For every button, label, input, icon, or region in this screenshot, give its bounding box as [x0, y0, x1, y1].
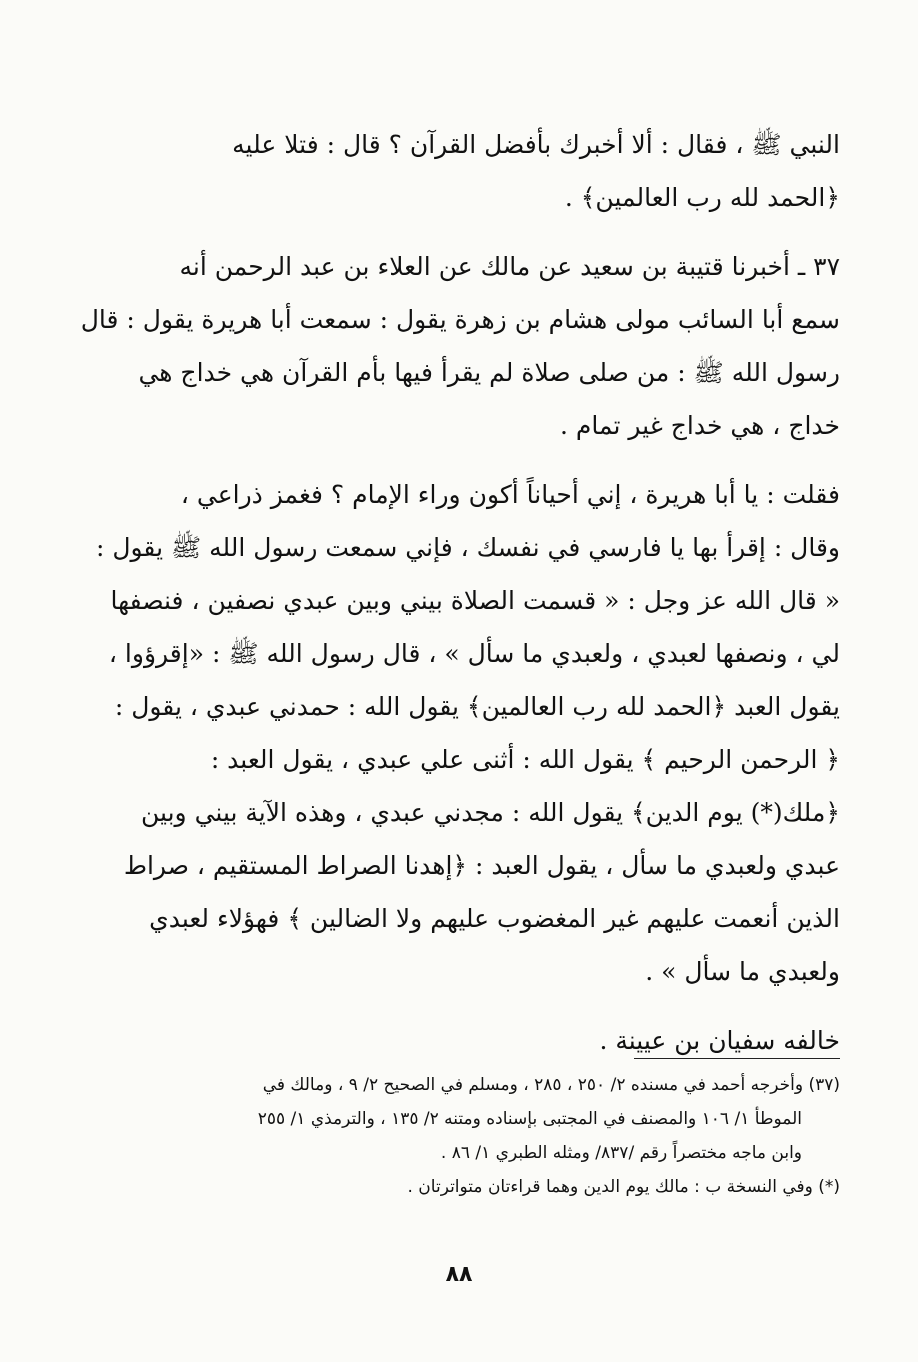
text-line: ولعبدي ما سأل » .	[645, 957, 840, 986]
text-line: ﴿ الرحمن الرحيم ﴾ يقول الله : أثنى علي عبدي ، يقول العبد :	[210, 745, 840, 774]
main-text	[70, 118, 840, 1067]
text-line: فقلت : يا أبا هريرة ، إني أحياناً أكون وراء الإمام ؟ فغمز ذراعي ،	[180, 480, 840, 509]
text-line: عبدي ولعبدي ما سأل ، يقول العبد : ﴿إهدنا الصراط المستقيم ، صراط	[123, 851, 840, 880]
footnote-line: الموطأ ١/ ١٠٦ والمصنف في المجتبى بإسناده ومتنه ٢/ ١٣٥ ، والترمذي ١/ ٢٥٥	[257, 1109, 802, 1129]
text-line: خداج ، هي خداج غير تمام .	[560, 411, 840, 440]
text-line: « قال الله عز وجل : « قسمت الصلاة بيني وبين عبدي نصفين ، فنصفها	[110, 586, 840, 615]
text-line: النبي ﷺ ، فقال : ألا أخبرك بأفضل القرآن ؟ قال : فتلا عليه	[232, 130, 840, 159]
text-line: ٣٧ ـ أخبرنا قتيبة بن سعيد عن مالك عن العلاء بن عبد الرحمن أنه	[179, 252, 840, 281]
text-line: الذين أنعمت عليهم غير المغضوب عليهم ولا الضالين ﴾ فهؤلاء لعبدي	[149, 904, 840, 933]
footnotes	[70, 1068, 840, 1204]
paragraph-1	[70, 118, 840, 224]
page-number: ٨٨	[445, 1262, 473, 1287]
footnote-line: وابن ماجه مختصراً رقم /٨٣٧/ ومثله الطبري ١/ ٨٦ .	[440, 1143, 802, 1163]
text-line: لي ، ونصفها لعبدي ، ولعبدي ما سأل » ، قال رسول الله ﷺ : «إقرؤوا ،	[108, 639, 840, 668]
paragraph-4	[70, 1014, 840, 1067]
text-line: يقول العبد ﴿الحمد لله رب العالمين﴾ يقول الله : حمدني عبدي ، يقول :	[114, 692, 840, 721]
paragraph-3	[70, 468, 840, 998]
text-line: ﴿ملك(*) يوم الدين﴾ يقول الله : مجدني عبدي ، وهذه الآية بيني وبين	[141, 798, 840, 827]
footnote-divider	[634, 1058, 840, 1059]
footnote-line: (٣٧) وأخرجه أحمد في مسنده ٢/ ٢٥٠ ، ٢٨٥ ، ومسلم في الصحيح ٢/ ٩ ، ومالك في	[262, 1075, 840, 1095]
paragraph-hadith-37	[70, 240, 840, 452]
text-line: وقال : إقرأ بها يا فارسي في نفسك ، فإني سمعت رسول الله ﷺ يقول :	[95, 533, 840, 562]
text-line: رسول الله ﷺ : من صلى صلاة لم يقرأ فيها بأم القرآن هي خداج هي	[138, 358, 840, 387]
text-line: خالفه سفيان بن عيينة .	[599, 1026, 840, 1055]
footnote-star: (*) وفي النسخة ب : مالك يوم الدين وهما قراءتان متواترتان .	[407, 1177, 840, 1197]
text-line: سمع أبا السائب مولى هشام بن زهرة يقول : سمعت أبا هريرة يقول : قال	[80, 305, 840, 334]
text-line: ﴿الحمد لله رب العالمين﴾ .	[564, 183, 840, 212]
